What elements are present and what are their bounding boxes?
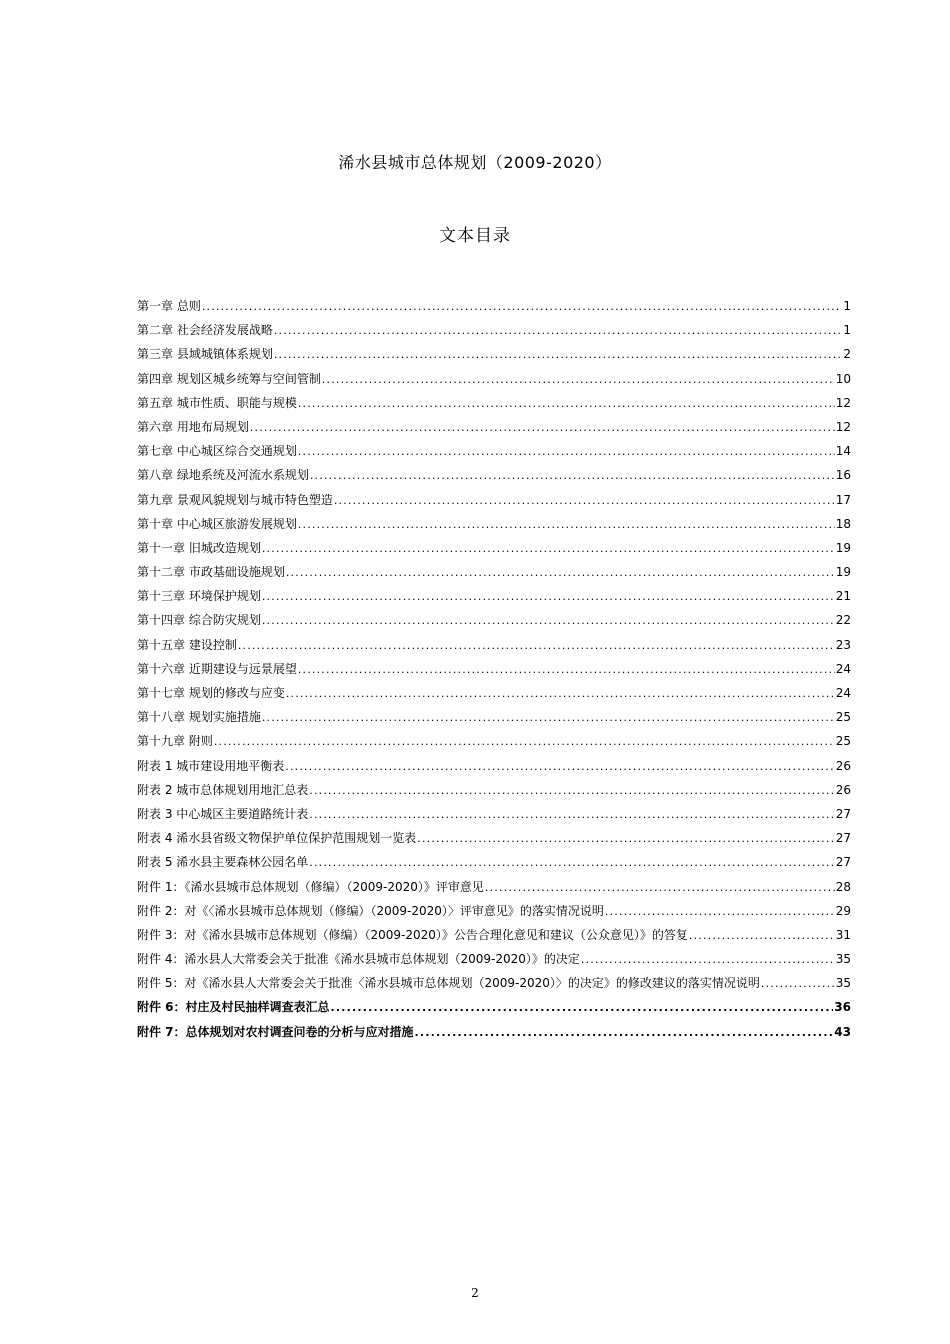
dot-leader xyxy=(285,760,834,773)
dot-leader xyxy=(605,905,835,918)
dot-leader xyxy=(238,639,835,652)
toc-entry-label: 附表 4 浠水县省级文物保护单位保护范围规划一览表 xyxy=(137,831,417,846)
toc-entry[interactable] xyxy=(137,345,851,369)
toc-entry-page: 19 xyxy=(835,540,851,555)
toc-entry-label: 第三章 县域城镇体系规划 xyxy=(137,347,273,362)
dot-leader xyxy=(250,421,835,434)
toc-entry[interactable] xyxy=(137,974,851,998)
toc-entry[interactable] xyxy=(137,563,851,587)
dot-leader xyxy=(309,856,834,869)
dot-leader xyxy=(286,566,835,579)
toc-entry[interactable] xyxy=(137,902,851,926)
toc-entry[interactable] xyxy=(137,418,851,442)
toc-entry[interactable] xyxy=(137,757,851,781)
document-title: 浠水县城市总体规划（2009-2020） xyxy=(338,153,612,172)
toc-entry[interactable] xyxy=(137,394,851,418)
toc-entry-label: 附件 4：浠水县人大常委会关于批准《浠水县城市总体规划（2009-2020）》的决定 xyxy=(137,952,580,967)
toc-entry-page: 36 xyxy=(834,1000,851,1015)
toc-entry-label: 第一章 总则 xyxy=(137,299,201,313)
dot-leader xyxy=(309,784,834,797)
toc-entry[interactable] xyxy=(137,636,851,660)
toc-entry-label: 第六章 用地布局规划 xyxy=(137,419,249,434)
toc-entry-label: 第八章 绿地系统及河流水系规划 xyxy=(137,468,309,483)
toc-entry-label: 第二章 社会经济发展战略 xyxy=(137,323,273,338)
toc-entry-label: 附表 1 城市建设用地平衡表 xyxy=(137,758,285,773)
toc-entry-label: 第十五章 建设控制 xyxy=(137,637,237,652)
toc-entry-page: 17 xyxy=(835,492,851,507)
toc-entry-page: 10 xyxy=(835,371,851,386)
toc-entry[interactable] xyxy=(137,684,851,708)
toc-entry-label: 第七章 中心城区综合交通规划 xyxy=(137,444,297,459)
toc-entry-page: 12 xyxy=(835,419,851,434)
toc-entry[interactable] xyxy=(137,853,851,877)
toc-entry[interactable] xyxy=(137,491,851,515)
toc-entry-page: 1 xyxy=(843,323,851,338)
toc-entry-label: 附件 5：对《浠水县人大常委会关于批准〈浠水县城市总体规划（2009-2020）〉的决定》的修改建议的落实情况说明 xyxy=(137,976,760,991)
dot-leader xyxy=(581,953,835,966)
toc-entry-label: 第十九章 附则 xyxy=(137,734,213,749)
toc-entry[interactable] xyxy=(137,587,851,611)
dot-leader xyxy=(262,590,835,603)
toc-entry[interactable] xyxy=(137,611,851,635)
dot-leader xyxy=(262,542,835,555)
dot-leader xyxy=(298,663,835,676)
toc-entry-page: 35 xyxy=(835,976,851,991)
toc-entry-label: 第十八章 规划实施措施 xyxy=(137,710,261,725)
toc-entry[interactable] xyxy=(137,950,851,974)
toc-entry-page: 24 xyxy=(835,686,851,700)
dot-leader xyxy=(331,1001,834,1014)
toc-entry-label: 第九章 景观风貌规划与城市特色塑造 xyxy=(137,492,333,507)
toc-entry-page: 1 xyxy=(843,299,851,313)
toc-entry[interactable] xyxy=(137,829,851,853)
toc-entry-page: 25 xyxy=(835,710,851,725)
toc-entry-page: 31 xyxy=(835,927,851,942)
toc-entry-label: 第十二章 市政基础设施规划 xyxy=(137,565,285,580)
toc-entry[interactable] xyxy=(137,515,851,539)
toc-entry[interactable] xyxy=(137,660,851,684)
dot-leader xyxy=(334,494,835,507)
toc-entry[interactable] xyxy=(137,539,851,563)
toc-entry[interactable] xyxy=(137,708,851,732)
toc-entry-page: 2 xyxy=(843,347,851,362)
dot-leader xyxy=(214,735,835,748)
toc-entry[interactable] xyxy=(137,321,851,345)
dot-leader xyxy=(689,929,835,942)
table-of-contents xyxy=(137,297,851,1047)
toc-entry-label: 第五章 城市性质、职能与规模 xyxy=(137,395,297,410)
dot-leader xyxy=(274,348,843,361)
toc-entry-page: 21 xyxy=(835,589,851,604)
toc-entry-page: 19 xyxy=(835,565,851,580)
toc-entry-page: 26 xyxy=(835,782,851,797)
toc-entry-page: 27 xyxy=(835,806,851,821)
dot-leader xyxy=(485,881,835,894)
toc-entry[interactable] xyxy=(137,466,851,490)
toc-heading: 文本目录 xyxy=(439,226,511,246)
dot-leader xyxy=(310,469,835,482)
toc-entry[interactable] xyxy=(137,878,851,902)
toc-entry-label: 第十章 中心城区旅游发展规划 xyxy=(137,516,297,531)
dot-leader xyxy=(322,373,835,386)
toc-entry-label: 第十三章 环境保护规划 xyxy=(137,589,261,604)
toc-entry-label: 附表 5 浠水县主要森林公园名单 xyxy=(137,855,309,870)
dot-leader xyxy=(262,711,835,724)
dot-leader xyxy=(417,832,834,845)
toc-entry[interactable] xyxy=(137,805,851,829)
toc-entry[interactable] xyxy=(137,297,851,321)
toc-entry[interactable] xyxy=(137,781,851,805)
toc-entry[interactable] xyxy=(137,998,851,1022)
toc-entry[interactable] xyxy=(137,926,851,950)
toc-entry-page: 27 xyxy=(835,831,851,846)
toc-entry-label: 附件 6：村庄及村民抽样调查表汇总 xyxy=(137,1000,330,1015)
toc-entry-label: 附件 7：总体规划对农村调查问卷的分析与应对措施 xyxy=(137,1024,414,1039)
toc-entry-page: 23 xyxy=(835,637,851,652)
dot-leader xyxy=(298,445,835,458)
toc-entry-page: 35 xyxy=(835,952,851,967)
dot-leader xyxy=(274,324,843,337)
dot-leader xyxy=(309,808,834,821)
page-number: 2 xyxy=(471,1286,479,1300)
toc-entry-label: 附表 3 中心城区主要道路统计表 xyxy=(137,806,309,821)
toc-entry-label: 附件 3：对《浠水县城市总体规划（修编）（2009-2020）》公告合理化意见和建议（公众意见）》的答复 xyxy=(137,927,688,942)
toc-entry[interactable] xyxy=(137,442,851,466)
toc-entry-page: 12 xyxy=(835,395,851,410)
dot-leader xyxy=(202,300,843,313)
dot-leader xyxy=(286,687,835,700)
toc-entry-label: 第四章 规划区城乡统筹与空间管制 xyxy=(137,371,321,386)
toc-entry[interactable] xyxy=(137,1023,851,1047)
dot-leader xyxy=(415,1026,834,1039)
toc-entry-page: 14 xyxy=(835,444,851,459)
toc-entry-label: 附件 2：对《〈浠水县城市总体规划（修编）（2009-2020）〉评审意见》的落实情况说明 xyxy=(137,903,604,918)
toc-entry-label: 附表 2 城市总体规划用地汇总表 xyxy=(137,782,309,797)
dot-leader xyxy=(761,977,835,990)
toc-entry-label: 第十一章 旧城改造规划 xyxy=(137,540,261,555)
toc-entry-page: 26 xyxy=(835,758,851,773)
toc-entry[interactable] xyxy=(137,370,851,394)
toc-entry-label: 第十七章 规划的修改与应变 xyxy=(137,686,285,700)
dot-leader xyxy=(298,397,835,410)
toc-entry-label: 第十四章 综合防灾规划 xyxy=(137,613,261,628)
toc-entry-page: 22 xyxy=(835,613,851,628)
dot-leader xyxy=(262,614,835,627)
toc-entry-label: 附件 1：《浠水县城市总体规划（修编）（2009-2020）》评审意见 xyxy=(137,879,484,894)
toc-entry-page: 25 xyxy=(835,734,851,749)
toc-entry-page: 28 xyxy=(835,879,851,894)
toc-entry-page: 43 xyxy=(834,1024,851,1039)
toc-entry[interactable] xyxy=(137,732,851,756)
toc-entry-page: 29 xyxy=(835,903,851,918)
toc-entry-label: 第十六章 近期建设与远景展望 xyxy=(137,661,297,676)
toc-entry-page: 27 xyxy=(835,855,851,870)
dot-leader xyxy=(298,518,835,531)
toc-entry-page: 18 xyxy=(835,516,851,531)
toc-entry-page: 24 xyxy=(835,661,851,676)
toc-entry-page: 16 xyxy=(835,468,851,483)
